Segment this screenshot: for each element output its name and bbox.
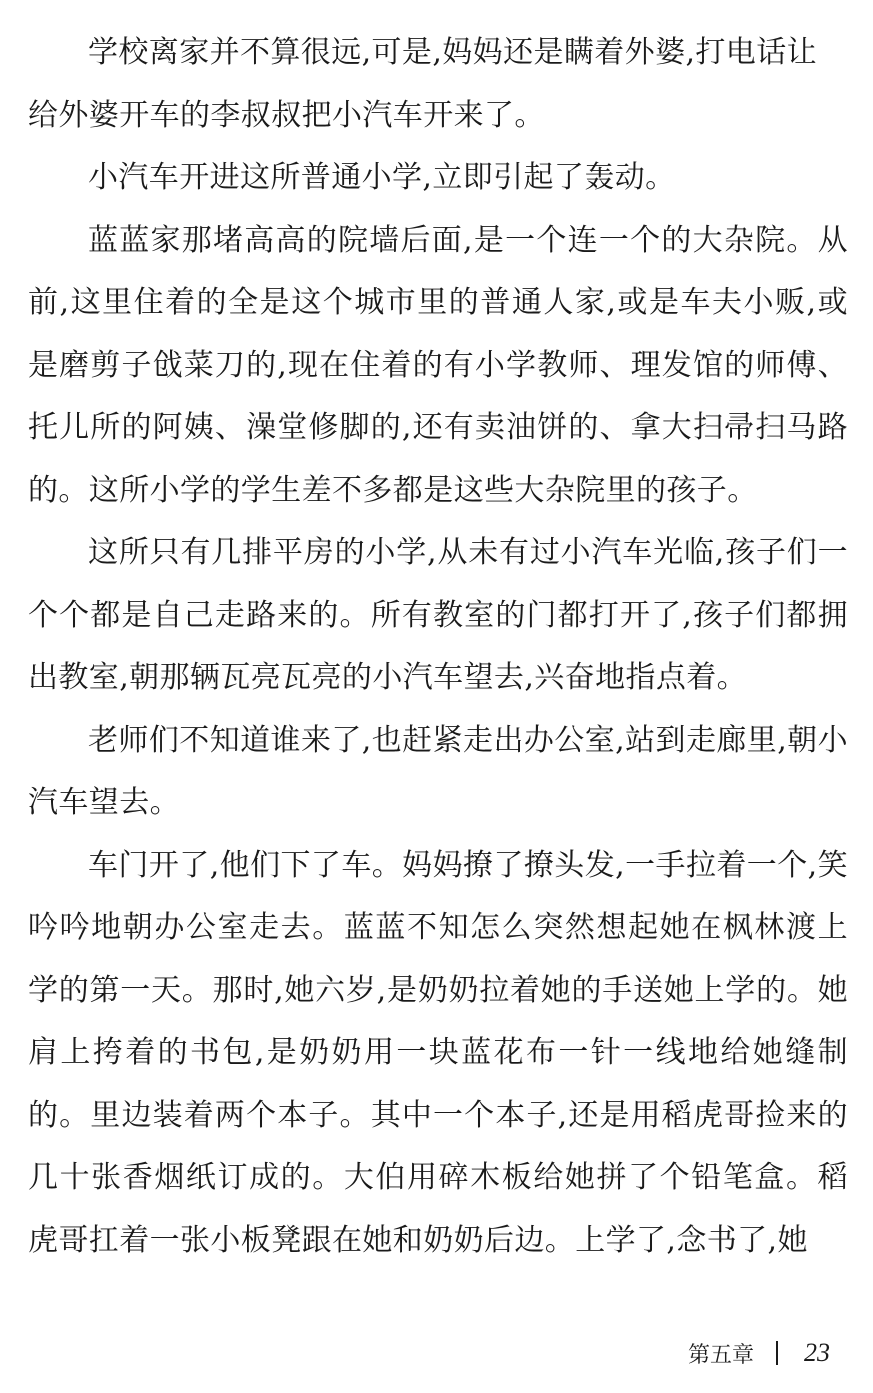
paragraph-1-continuation: 给外婆开车的李叔叔把小汽车开来了。 bbox=[28, 97, 545, 133]
paragraph-6: 车门开了,他们下了车。妈妈撩了撩头发,一手拉着一个,笑吟吟地朝办公室走去。蓝蓝不知怎么突然想起她在枫林渡上学的第一天。那时,她六岁,是奶奶拉着她的手送她上学的。她肩上挎着的书包,是奶奶用一块蓝花布一针一线地给她缝制的。里边装着两个本子。其中一个本子,还是用稻虎哥捡来的几十张香烟纸订成的。大伯用碎木板给她拼了个铅笔盒。稻虎哥扛着一张小板凳跟在她和奶奶后边。上学了,念书了,她 bbox=[28, 847, 848, 1258]
page-body bbox=[28, 22, 848, 1272]
page-number: 23 bbox=[804, 1338, 831, 1367]
page-footer bbox=[688, 1333, 830, 1373]
paragraph-3: 蓝蓝家那堵高高的院墙后面,是一个连一个的大杂院。从前,这里住着的全是这个城市里的普通人家,或是车夫小贩,或是磨剪子戗菜刀的,现在住着的有小学教师、理发馆的师傅、托儿所的阿姨、澡堂修脚的,还有卖油饼的、拿大扫帚扫马路的。这所小学的学生差不多都是这些大杂院里的孩子。 bbox=[28, 222, 848, 508]
paragraph-4: 这所只有几排平房的小学,从未有过小汽车光临,孩子们一个个都是自己走路来的。所有教室的门都打开了,孩子们都拥出教室,朝那辆瓦亮瓦亮的小汽车望去,兴奋地指点着。 bbox=[28, 535, 848, 695]
paragraph-1-line-1: 学校离家并不算很远,可是,妈妈还是瞒着外婆,打电话让 bbox=[88, 35, 818, 70]
chapter-label: 第五章 bbox=[688, 1342, 755, 1368]
footer-divider bbox=[776, 1341, 778, 1365]
paragraph-1 bbox=[28, 22, 848, 147]
paragraph-5: 老师们不知道谁来了,也赶紧走出办公室,站到走廊里,朝小汽车望去。 bbox=[28, 722, 848, 820]
paragraph-2: 小汽车开进这所普通小学,立即引起了轰动。 bbox=[88, 160, 676, 195]
